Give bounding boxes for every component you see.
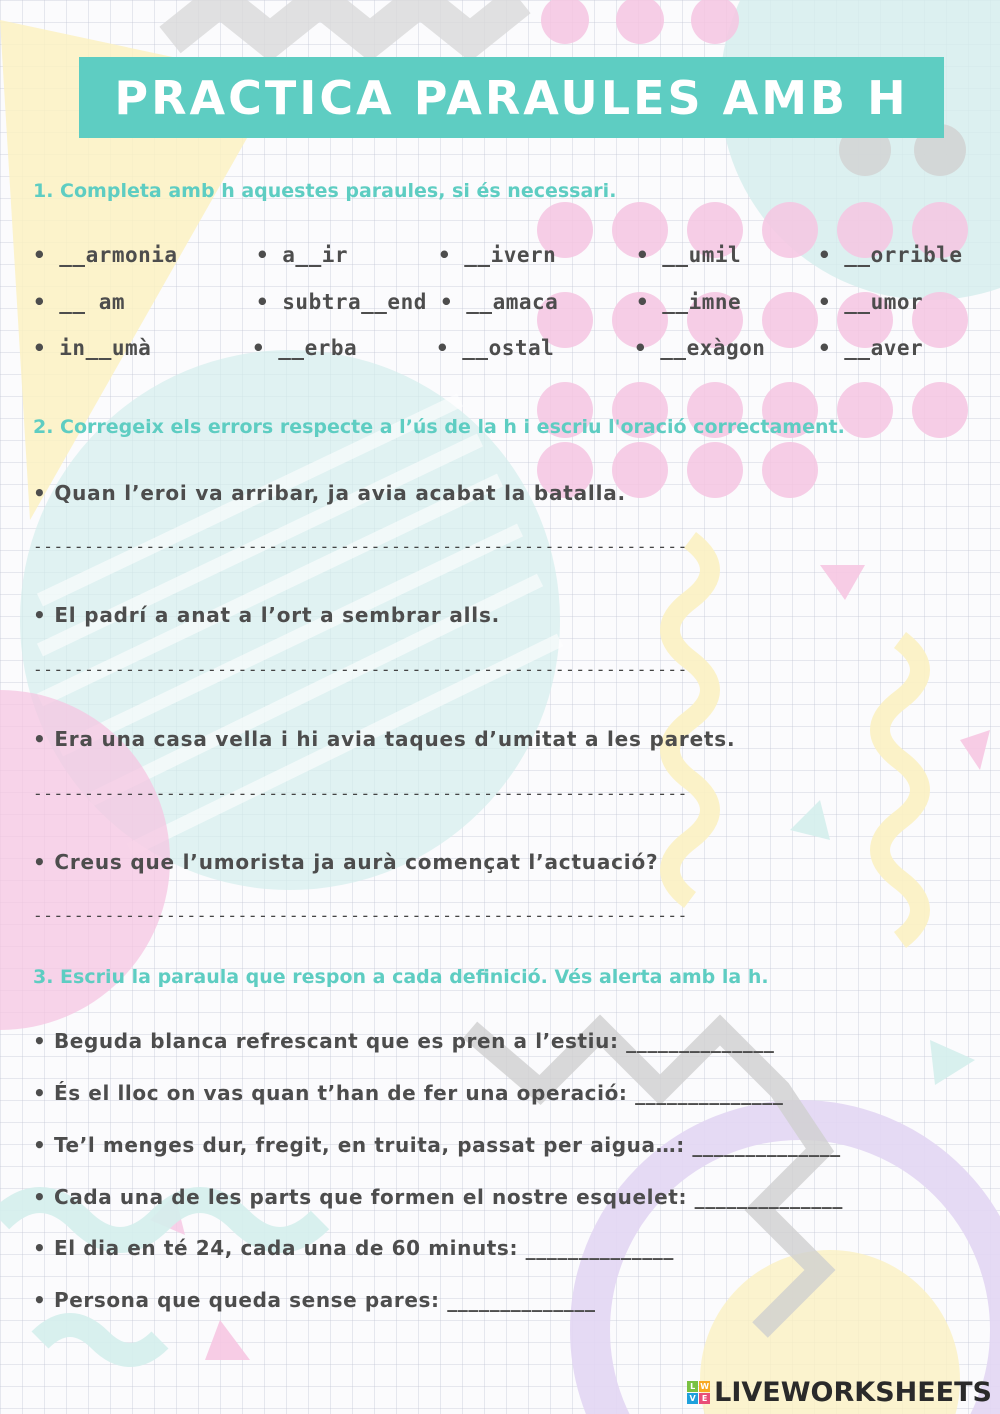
title-banner xyxy=(79,57,944,138)
sentence-to-correct: • Creus que l’umorista ja aurà començat l’actuació? xyxy=(33,850,659,874)
word-item[interactable]: • __aver xyxy=(818,336,924,360)
answer-line[interactable]: ---------------------------------------------------------------- xyxy=(33,906,688,925)
page-title: PRACTICA PARAULES AMB H xyxy=(114,70,909,125)
word-item[interactable]: • __exàgon xyxy=(634,336,766,360)
definition-item[interactable]: • És el lloc on vas quan t’han de fer una operació: ______________ xyxy=(33,1081,784,1105)
definition-item[interactable]: • Cada una de les parts que formen el nostre esquelet: ______________ xyxy=(33,1185,844,1209)
logo-letter: E xyxy=(699,1393,710,1404)
word-item[interactable]: • __erba xyxy=(252,336,358,360)
word-item[interactable]: • __armonia xyxy=(33,243,178,267)
word-item[interactable]: • __amaca xyxy=(440,290,559,314)
sentence-to-correct: • Era una casa vella i hi avia taques d’umitat a les parets. xyxy=(33,727,736,751)
liveworksheets-brand xyxy=(687,1377,992,1408)
word-item[interactable]: • __ostal xyxy=(436,336,555,360)
answer-line[interactable]: ---------------------------------------------------------------- xyxy=(33,660,688,679)
definition-item[interactable]: • Te’l menges dur, fregit, en truita, passat per aigua…: ______________ xyxy=(33,1133,841,1157)
logo-letter: L xyxy=(687,1381,698,1392)
word-item[interactable]: • in__umà xyxy=(33,336,152,360)
word-item[interactable]: • a__ir xyxy=(256,243,349,267)
word-item[interactable]: • __umor xyxy=(818,290,924,314)
word-item[interactable]: • __umil xyxy=(636,243,742,267)
section-2-heading: 2. Corregeix els errors respecte a l’ús de la h i escriu l'oració correctament. xyxy=(33,416,845,438)
definition-item[interactable]: • El dia en té 24, cada una de 60 minuts: ______________ xyxy=(33,1236,675,1260)
definition-item[interactable]: • Persona que queda sense pares: ______________ xyxy=(33,1288,596,1312)
brand-name: LIVEWORKSHEETS xyxy=(714,1377,992,1408)
word-item[interactable]: • __ am xyxy=(33,290,126,314)
sentence-to-correct: • El padrí a anat a l’ort a sembrar alls. xyxy=(33,603,501,627)
section-3-heading: 3. Escriu la paraula que respon a cada definició. Vés alerta amb la h. xyxy=(33,966,769,988)
answer-line[interactable]: ---------------------------------------------------------------- xyxy=(33,784,688,803)
word-item[interactable]: • __imne xyxy=(636,290,742,314)
liveworksheets-logo-icon xyxy=(687,1381,710,1404)
sentence-to-correct: • Quan l’eroi va arribar, ja avia acabat la batalla. xyxy=(33,481,626,505)
logo-letter: W xyxy=(700,1382,710,1391)
definition-item[interactable]: • Beguda blanca refrescant que es pren a l’estiu: ______________ xyxy=(33,1029,775,1053)
word-item[interactable]: • __ivern xyxy=(438,243,557,267)
word-item[interactable]: • subtra__end xyxy=(256,290,427,314)
logo-letter: V xyxy=(687,1393,698,1404)
section-1-heading: 1. Completa amb h aquestes paraules, si és necessari. xyxy=(33,180,617,202)
answer-line[interactable]: ---------------------------------------------------------------- xyxy=(33,537,688,556)
word-item[interactable]: • __orrible xyxy=(818,243,963,267)
